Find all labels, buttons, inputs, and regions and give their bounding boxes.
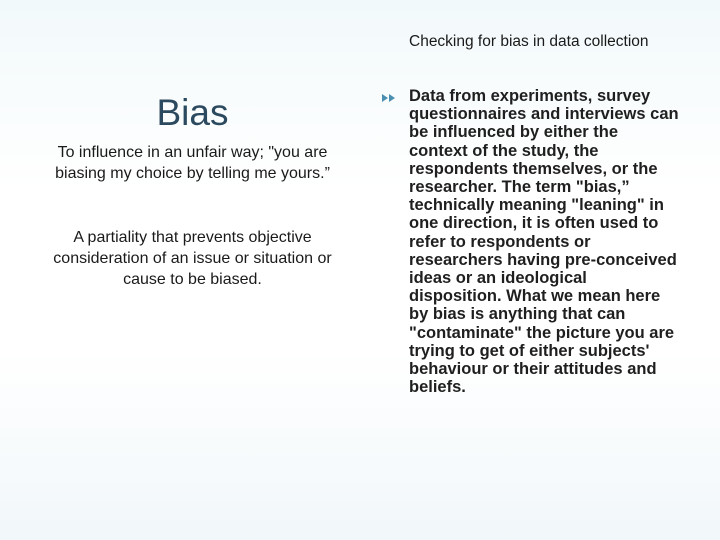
definition-2: A partiality that prevents objective consideration of an issue or situation or cause to be biased.: [53, 229, 332, 288]
right-heading: Checking for bias in data collection: [409, 33, 649, 50]
bullet-text: Data from experiments, survey questionnaires and interviews can be influenced by either the context of the study, the respondents themselves, or the researcher. The term "bias,” technically meaning "leaning" in one direction, it is often used to refer to respondents or researchers having pre-conceived ideas or an ideological disposition. What we mean here by bias is anything that can "contaminate" the picture you are trying to get of either subjects' behaviour or their attitudes and beliefs.: [409, 87, 679, 397]
bullet-arrow-icon: [381, 92, 399, 104]
slide-title-bias: Bias: [156, 92, 229, 133]
definition-1: To influence in an unfair way; "you are biasing my choice by telling me yours.”: [55, 144, 330, 182]
